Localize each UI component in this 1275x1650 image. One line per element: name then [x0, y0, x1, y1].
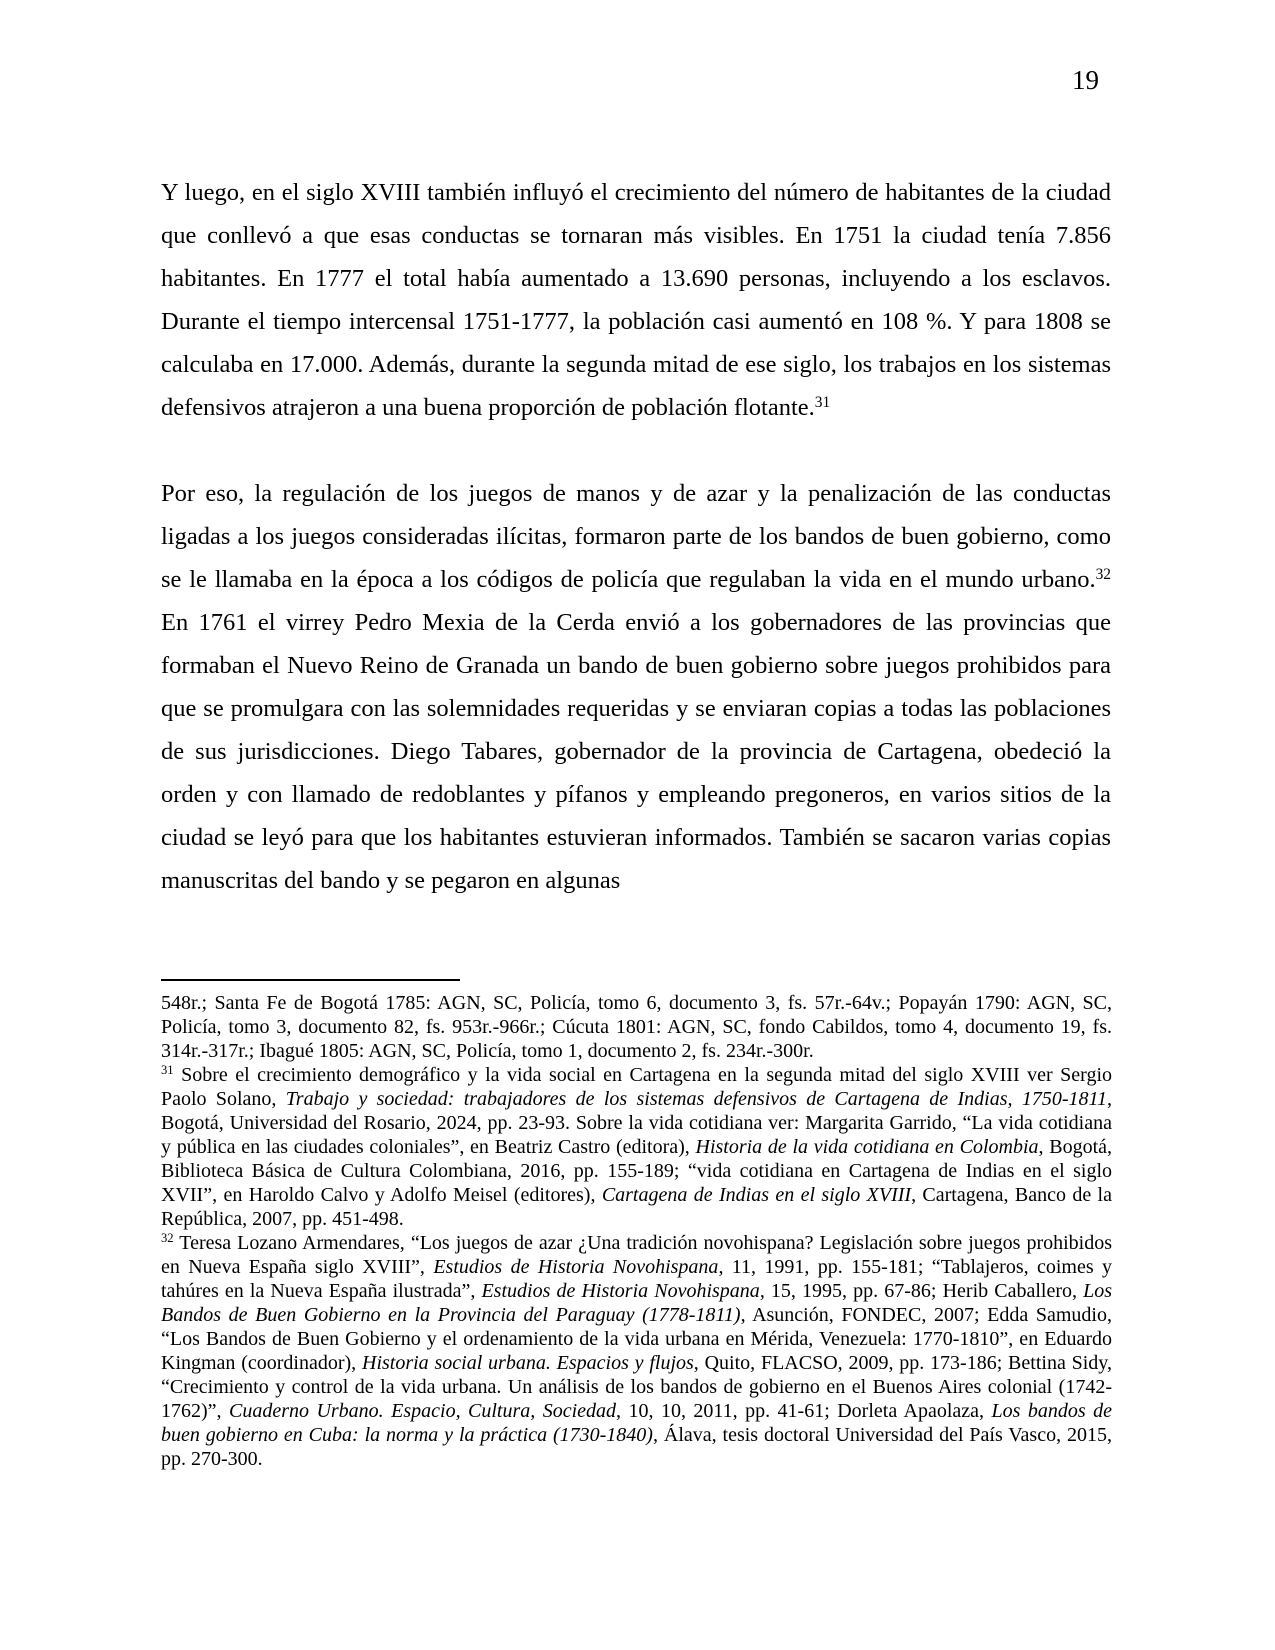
- footnote-31: $^{31}$ Sobre el crecimiento demográfico y la vida social en Cartagena en la segunda mitad del siglo XVIII ver Sergio Paolo Solano, Trabajo y sociedad: trabajadores de los sistemas defensivos de Cartagena de Indias, 1750-1811, Bogotá, Universidad del Rosario, 2024, pp. 23-93. Sobre la vida cotidiana ver: Margarita Garrido, “La vida cotidiana y pública en las ciudades coloniales”, en Beatriz Castro (editora), Historia de la vida cotidiana en Colombia, Bogotá, Biblioteca Básica de Cultura Colombiana, 2016, pp. 155-189; “vida cotidiana en Cartagena de Indias en el siglo XVII”, en Haroldo Calvo y Adolfo Meisel (editores), Cartagena de Indias en el siglo XVIII, Cartagena, Banco de la República, 2007, pp. 451-498.: [161, 1063, 1112, 1230]
- footnote-32: $^{32}$ Teresa Lozano Armendares, “Los juegos de azar ¿Una tradición novohispana? Legislación sobre juegos prohibidos en Nueva España siglo XVIII”, Estudios de Historia Novohispana, 11, 1991, pp. 155-181; “Tablajeros, coimes y tahúres en la Nueva España ilustrada”, Estudios de Historia Novohispana, 15, 1995, pp. 67-86; Herib Caballero, Los Bandos de Buen Gobierno en la Provincia del Paraguay (1778-1811), Asunción, FONDEC, 2007; Edda Samudio, “Los Bandos de Buen Gobierno y el ordenamiento de la vida urbana en Mérida, Venezuela: 1770-1810”, en Eduardo Kingman (coordinador), Historia social urbana. Espacios y flujos, Quito, FLACSO, 2009, pp. 173-186; Bettina Sidy, “Crecimiento y control de la vida urbana. Un análisis de los bandos de gobierno en el Buenos Aires colonial (1742-1762)”, Cuaderno Urbano. Espacio, Cultura, Sociedad, 10, 10, 2011, pp. 41-61; Dorleta Apaolaza, Los bandos de buen gobierno en Cuba: la norma y la práctica (1730-1840), Álava, tesis doctoral Universidad del País Vasco, 2015, pp. 270-300.: [161, 1231, 1113, 1470]
- footnote-separator-line: [161, 979, 460, 981]
- body-paragraph-2: Por eso, la regulación de los juegos de manos y de azar y la penalización de las conductas ligadas a los juegos consideradas ilícitas, formaron parte de los bandos de buen gobierno, como se le llamaba en la época a los códigos de policía que regulaban la vida en el mundo urbano.$^{32}$ En 1761 el virrey Pedro Mexia de la Cerda envió a los gobernadores de las provincias que formaban el Nuevo Reino de Granada un bando de buen gobierno sobre juegos prohibidos para que se promulgara con las solemnidades requeridas y se enviaran copias a todas las poblaciones de sus jurisdicciones. Diego Tabares, gobernador de la provincia de Cartagena, obedeció la orden y con llamado de redoblantes y pífanos y empleando pregoneros, en varios sitios de la ciudad se leyó para que los habitantes estuvieran informados. También se sacaron varias copias manuscritas del bando y se pegaron en algunas: [161, 480, 1111, 894]
- footnote-continuation: 548r.; Santa Fe de Bogotá 1785: AGN, SC, Policía, tomo 6, documento 3, fs. 57r.-64v.; Popayán 1790: AGN, SC, Policía, tomo 3, documento 82, fs. 953r.-966r.; Cúcuta 1801: AGN, SC, fondo Cabildos, tomo 4, documento 19, fs. 314r.-317r.; Ibagué 1805: AGN, SC, Policía, tomo 1, documento 2, fs. 234r.-300r.: [161, 992, 1112, 1062]
- body-paragraph-1: Y luego, en el siglo XVIII también influyó el crecimiento del número de habitantes de la ciudad que conllevó a que esas conductas se tornaran más visibles. En 1751 la ciudad tenía 7.856 habitantes. En 1777 el total había aumentado a 13.690 personas, incluyendo a los esclavos. Durante el tiempo intercensal 1751-1777, la población casi aumentó en 108 %. Y para 1808 se calculaba en 17.000. Además, durante la segunda mitad de ese siglo, los trabajos en los sistemas defensivos atrajeron a una buena proporción de población flotante.$^{31}$: [161, 179, 1111, 421]
- page-number: 19: [1072, 65, 1099, 95]
- body-text: [161, 171, 1111, 945]
- footnote-area: [161, 979, 1112, 1471]
